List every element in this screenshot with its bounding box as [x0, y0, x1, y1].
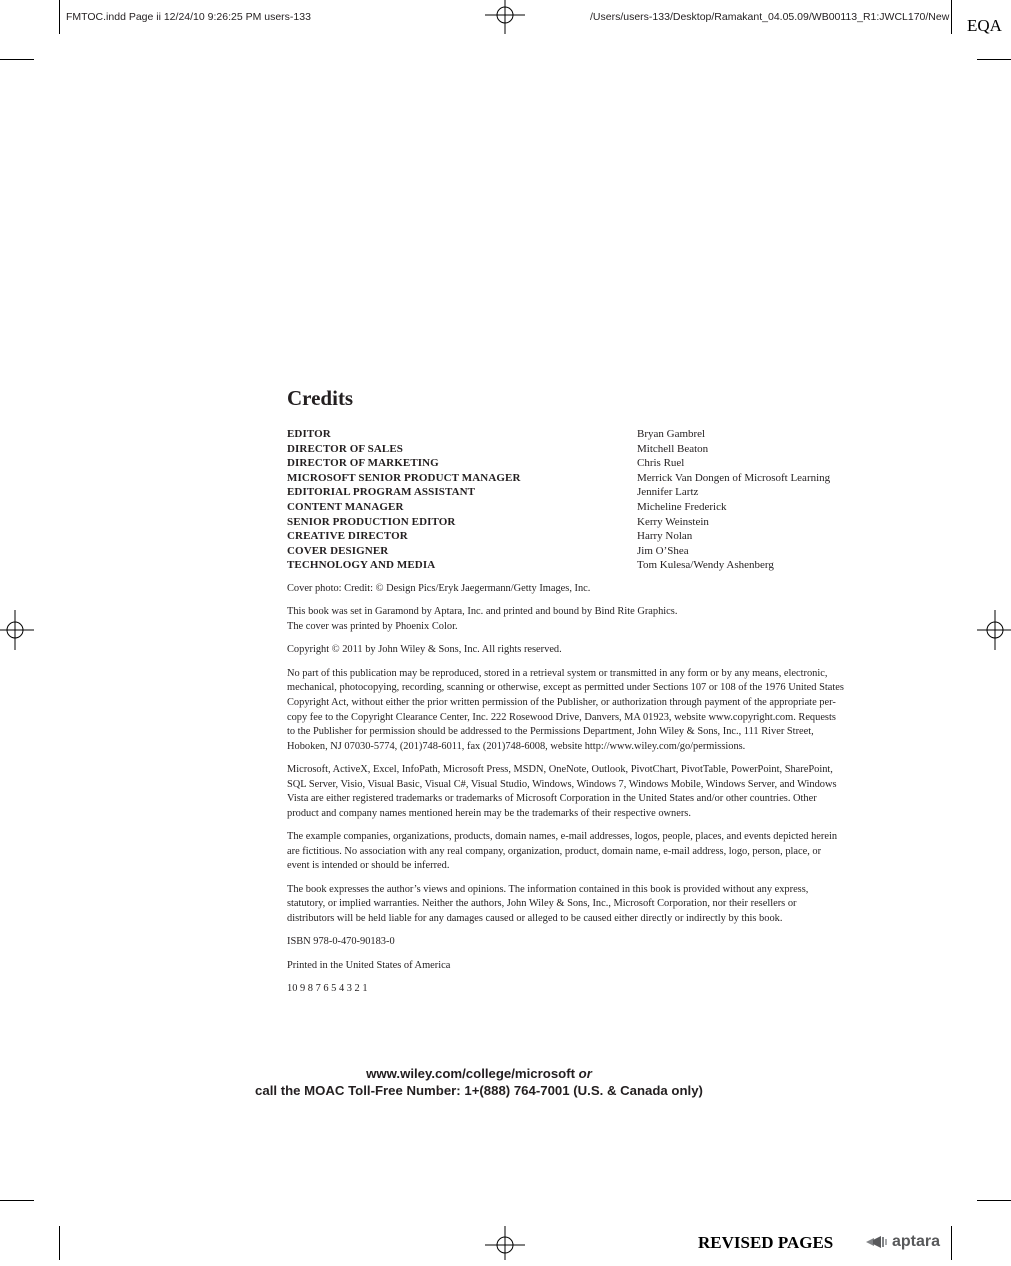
credit-name: Kerry Weinstein [637, 515, 709, 528]
credit-role: CONTENT MANAGER [287, 500, 404, 513]
credit-row [287, 558, 847, 573]
credit-role: COVER DESIGNER [287, 544, 389, 557]
credit-row [287, 529, 847, 544]
credit-row [287, 471, 847, 486]
credit-name: Jennifer Lartz [637, 486, 699, 499]
credit-role: SENIOR PRODUCTION EDITOR [287, 515, 456, 528]
typeset-line-1: This book was set in Garamond by Aptara, Inc. and printed and bound by Bind Rite Graphics. [287, 606, 678, 618]
credits-list [287, 427, 847, 573]
registration-mark-left [0, 610, 40, 650]
revised-pages-label: REVISED PAGES [698, 1233, 834, 1252]
printing-line: 10 9 8 7 6 5 4 3 2 1 [287, 983, 368, 995]
permissions-paragraph: No part of this publication may be reproduced, stored in a retrieval system or transmitted in any form or by any means, electronic, mechanical, photocopying, recording, scanning or otherwise, except as permitted under Sections 107 or 108 of the 1976 United States Copyright Act, without either the prior written permission of the Publisher, or authorization through payment of the appropriate per-copy fee to the Copyright Clearance Center, Inc. 222 Rosewood Drive, Danvers, MA 01923, website www.copyright.com. Requests to the Publisher for permission should be addressed to the Permissions Department, John Wiley & Sons, Inc., 111 River Street, Hoboken, NJ 07030-5774, (201)748-6011, fax (201)748-6008, website http://www.wiley.com/go/permissions. [287, 667, 844, 752]
disclaimer-paragraph: The book expresses the author’s views and opinions. The information contained in this book is provided without any express, statutory, or implied warranties. Neither the authors, John Wiley & Sons, Inc., Microsoft Corporation, nor their resellers or distributors will be held liable for any damages caused or alleged to be caused either directly or indirectly by this book. [287, 883, 809, 925]
credit-row [287, 515, 847, 530]
credit-role: TECHNOLOGY AND MEDIA [287, 559, 436, 572]
trademarks-paragraph: Microsoft, ActiveX, Excel, InfoPath, Microsoft Press, MSDN, OneNote, Outlook, PivotChart, PivotTable, PowerPoint, SharePoint, SQL Server, Visio, Visual Basic, Visual C#, Visual Studio, Windows, Windows 7, Windows Mobile, Windows Server, and Windows Vista are either registered trademarks or trademarks of Microsoft Corporation in the United States and/or other countries. Other product and company names mentioned herein may be the trademarks of their respective owners. [287, 764, 837, 819]
credit-role: EDITOR [287, 428, 331, 440]
credit-role: DIRECTOR OF SALES [287, 442, 404, 455]
credit-row [287, 500, 847, 515]
credit-row [287, 427, 847, 442]
crop-mark [977, 59, 1011, 60]
cover-photo-credit: Cover photo: Credit: © Design Pics/Eryk Jaegermann/Getty Images, Inc. [287, 583, 591, 594]
typeset-note [287, 605, 845, 634]
credit-role: DIRECTOR OF MARKETING [287, 457, 439, 470]
crop-mark [977, 1200, 1011, 1201]
registration-mark-right [971, 610, 1011, 650]
contact-url-line [0, 1066, 958, 1083]
fictitious-paragraph: The example companies, organizations, products, domain names, e-mail addresses, logos, people, places, and events depicted herein are fictitious. No association with any real company, organization, product, domain name, e-mail address, logo, person, place, or event is intended or should be inferred. [287, 831, 838, 872]
aptara-logo [866, 1233, 940, 1251]
aptara-logo-icon [866, 1235, 888, 1249]
credit-name: Micheline Frederick [637, 500, 727, 513]
copyright-body [287, 582, 845, 1006]
copyright-notice: Copyright © 2011 by John Wiley & Sons, Inc. All rights reserved. [287, 644, 562, 656]
credit-name: Harry Nolan [637, 530, 693, 543]
crop-mark [59, 1226, 60, 1260]
credit-name: Tom Kulesa/Wendy Ashenberg [637, 559, 774, 572]
contact-or: or [578, 1066, 592, 1081]
credit-name: Bryan Gambrel [637, 428, 706, 440]
crop-mark [0, 1200, 34, 1201]
crop-mark [951, 1226, 952, 1260]
credit-row [287, 456, 847, 471]
eqa-label: EQA [967, 16, 1002, 35]
page-title: Credits [287, 386, 354, 410]
contact-url[interactable]: www.wiley.com/college/microsoft [366, 1066, 575, 1081]
credit-name: Jim O’Shea [637, 544, 689, 557]
credit-row [287, 442, 847, 457]
registration-mark-bottom [485, 1226, 525, 1266]
crop-mark [0, 59, 34, 60]
slug-file-path: /Users/users-133/Desktop/Ramakant_04.05.09/WB00113_R1:JWCL170/New [590, 11, 950, 23]
contact-info [0, 1066, 958, 1099]
slug-file-info: FMTOC.indd Page ii 12/24/10 9:26:25 PM users-133 [66, 11, 311, 23]
credit-role: CREATIVE DIRECTOR [287, 530, 408, 543]
isbn: ISBN 978-0-470-90183-0 [287, 936, 395, 948]
crop-mark [951, 0, 952, 34]
typeset-line-2: The cover was printed by Phoenix Color. [287, 620, 458, 632]
credit-name: Mitchell Beaton [637, 442, 709, 455]
contact-phone-line: call the MOAC Toll-Free Number: 1+(888) 764-7001 (U.S. & Canada only) [255, 1082, 703, 1098]
credit-row [287, 544, 847, 559]
credit-name: Chris Ruel [637, 457, 685, 470]
printed-in: Printed in the United States of America [287, 959, 451, 971]
aptara-wordmark: aptara [892, 1233, 941, 1250]
credit-role: MICROSOFT SENIOR PRODUCT MANAGER [287, 471, 521, 484]
crop-mark [59, 0, 60, 34]
credit-role: EDITORIAL PROGRAM ASSISTANT [287, 486, 476, 499]
credit-row [287, 485, 847, 500]
credit-name: Merrick Van Dongen of Microsoft Learning [637, 471, 831, 484]
registration-mark-top [485, 0, 525, 40]
